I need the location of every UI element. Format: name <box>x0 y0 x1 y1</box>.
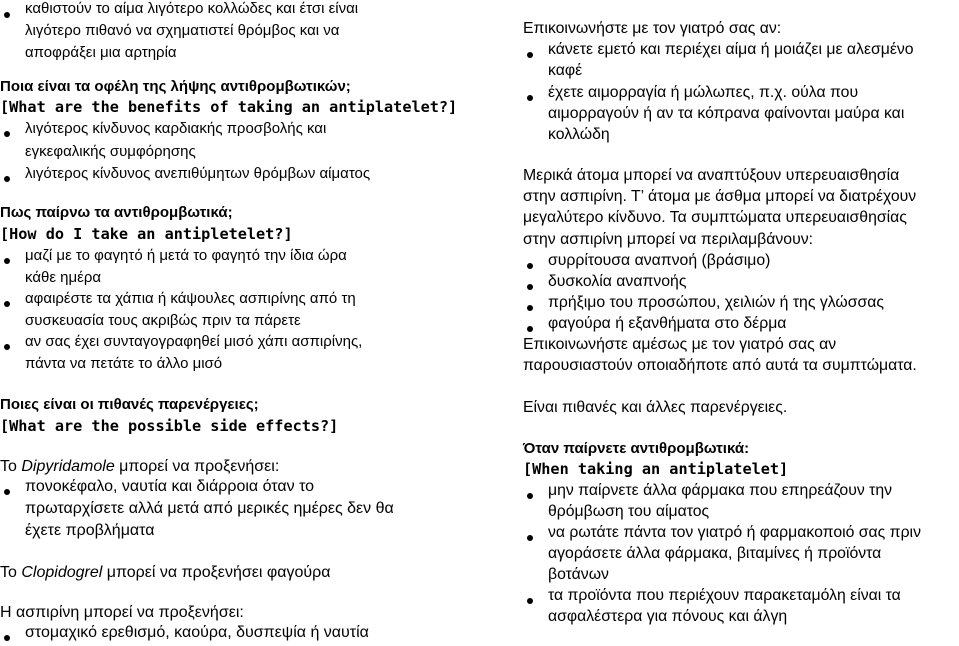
contact-item: έχετε αιμορραγία ή μώλωπες, π.χ. ούλα που <box>548 84 859 101</box>
bullet-icon <box>527 305 533 311</box>
sensitivity-line: Μερικά άτομα μπορεί να αναπτύξουν υπερευαισθησία <box>523 167 900 184</box>
benefit-item: εγκεφαλικής συμφόρησης <box>25 143 196 160</box>
bullet-icon <box>4 131 10 137</box>
symptom-item: συρρίτουσα αναπνοή (βράσιμο) <box>548 252 771 269</box>
aspirin-item: στομαχικό ερεθισμό, καούρα, δυσπεψία ή ναυτία <box>25 624 369 641</box>
benefit-item: λιγότερος κίνδυνος καρδιακής προσβολής και <box>25 120 327 137</box>
bullet-icon <box>527 52 533 58</box>
contact-item: κάνετε εμετό και περιέχει αίμα ή μοιάζει με αλεσμένο <box>548 41 914 58</box>
symptom-item: πρήξιμο του προσώπου, χειλιών ή της γλώσσας <box>548 294 884 311</box>
contact-item: καφέ <box>548 62 583 79</box>
bullet-icon <box>4 12 10 18</box>
when-taking-item: μην παίρνετε άλλα φάρμακα που επηρεάζουν την <box>548 482 893 499</box>
bullet-icon <box>527 598 533 604</box>
contact-intro: Επικοινωνήστε με τον γιατρό σας αν: <box>523 20 782 37</box>
howto-item: αφαιρέστε τα χάπια ή κάψουλες ασπιρίνης από τη <box>25 290 356 307</box>
bullet-icon <box>527 535 533 541</box>
sensitivity-line: στην ασπιρίνη. Τ’ άτομα με άσθμα μπορεί να διατρέχουν <box>523 188 917 205</box>
clopidogrel-drug: Clopidogrel <box>21 564 103 581</box>
when-taking-item: τα προϊόντα που περιέχουν παρακεταμόλη είναι τα <box>548 587 901 604</box>
when-taking-item: να ρωτάτε πάντα τον γιατρό ή φαρμακοποιό σας πριν <box>548 524 921 541</box>
when-taking-heading-en: [When taking an antiplatelet] <box>523 460 789 478</box>
sensitivity-line: στην ασπιρίνη μπορεί να περιλαμβάνουν: <box>523 231 813 248</box>
side-effects-heading: Ποιες είναι οι πιθανές παρενέργειες; <box>0 396 259 413</box>
side-effects-heading-en: [What are the possible side effects?] <box>0 417 339 435</box>
when-taking-item: θρόμβωση του αίματος <box>548 503 710 520</box>
bullet-icon <box>527 326 533 332</box>
howto-item: αν σας έχει συνταγογραφηθεί μισό χάπι ασπιρίνης, <box>25 333 363 350</box>
when-taking-heading: Όταν παίρνετε αντιθρομβωτικά: <box>523 440 750 457</box>
contact-now-line: Επικοινωνήστε αμέσως με τον γιατρό σας αν <box>523 336 837 353</box>
howto-item: μαζί με το φαγητό ή μετά το φαγητό την ίδια ώρα <box>25 247 347 264</box>
bullet-icon <box>4 301 10 307</box>
bullet-icon <box>4 176 10 182</box>
intro-line: λιγότερο πιθανό να σχηματιστεί θρόμβος και να <box>25 22 340 39</box>
benefit-item: λιγότερος κίνδυνος ανεπιθύμητων θρόμβων αίματος <box>25 165 371 182</box>
intro-line: αποφράξει μια αρτηρία <box>25 44 177 61</box>
dipyridamole-line: Το Dipyridamole μπορεί να προξενήσει: <box>0 458 280 475</box>
dipyridamole-drug: Dipyridamole <box>21 458 115 475</box>
bullet-icon <box>527 284 533 290</box>
howto-heading: Πως παίρνω τα αντιθρομβωτικά; <box>0 204 233 221</box>
howto-item: πάντα να πετάτε το άλλο μισό <box>25 355 223 372</box>
dipyridamole-item: πονοκέφαλο, ναυτία και διάρροια όταν το <box>25 478 315 495</box>
sensitivity-line: μεγαλύτερο κίνδυνο. Τα συμπτώματα υπερευαισθησίας <box>523 209 907 226</box>
contact-item: αιμορραγούν ή αν τα κόπρανα φαίνονται μαύρα και <box>548 105 905 122</box>
other-effects: Είναι πιθανές και άλλες παρενέργειες. <box>523 399 788 416</box>
symptom-item: φαγούρα ή εξανθήματα στο δέρμα <box>548 315 787 332</box>
bullet-icon <box>4 489 10 495</box>
when-taking-item: βοτάνων <box>548 566 609 583</box>
dipyridamole-item: έχετε προβλήματα <box>25 522 155 539</box>
bullet-icon <box>4 635 10 641</box>
benefits-heading-en: [What are the benefits of taking an antiplatelet?] <box>0 98 458 116</box>
howto-heading-en: [How do I take an antipletelet?] <box>0 225 293 243</box>
benefits-heading: Ποια είναι τα οφέλη της λήψης αντιθρομβωτικών; <box>0 78 351 95</box>
contact-now-line: παρουσιαστούν οποιαδήποτε από αυτά τα συμπτώματα. <box>523 357 917 374</box>
clopidogrel-line: Το Clopidogrel μπορεί να προξενήσει φαγούρα <box>0 564 331 581</box>
bullet-icon <box>527 493 533 499</box>
intro-line: καθιστούν το αίμα λιγότερο κολλώδες και έτσι είναι <box>25 0 359 17</box>
bullet-icon <box>527 263 533 269</box>
howto-item: συσκευασία τους ακριβώς πριν τα πάρετε <box>25 312 301 329</box>
aspirin-intro: Η ασπιρίνη μπορεί να προξενήσει: <box>0 604 244 621</box>
dipyridamole-item: πρωταρχίσετε αλλά μετά από μερικές ημέρες δεν θα <box>25 500 394 517</box>
bullet-icon <box>4 258 10 264</box>
howto-item: κάθε ημέρα <box>25 269 102 286</box>
bullet-icon <box>527 95 533 101</box>
symptom-item: δυσκολία αναπνοής <box>548 273 687 290</box>
bullet-icon <box>4 344 10 350</box>
when-taking-item: αγοράσετε άλλα φάρμακα, βιταμίνες ή προϊόντα <box>548 545 882 562</box>
contact-item: κολλώδη <box>548 126 610 143</box>
when-taking-item: ασφαλέστερα για πόνους και άλγη <box>548 608 788 625</box>
